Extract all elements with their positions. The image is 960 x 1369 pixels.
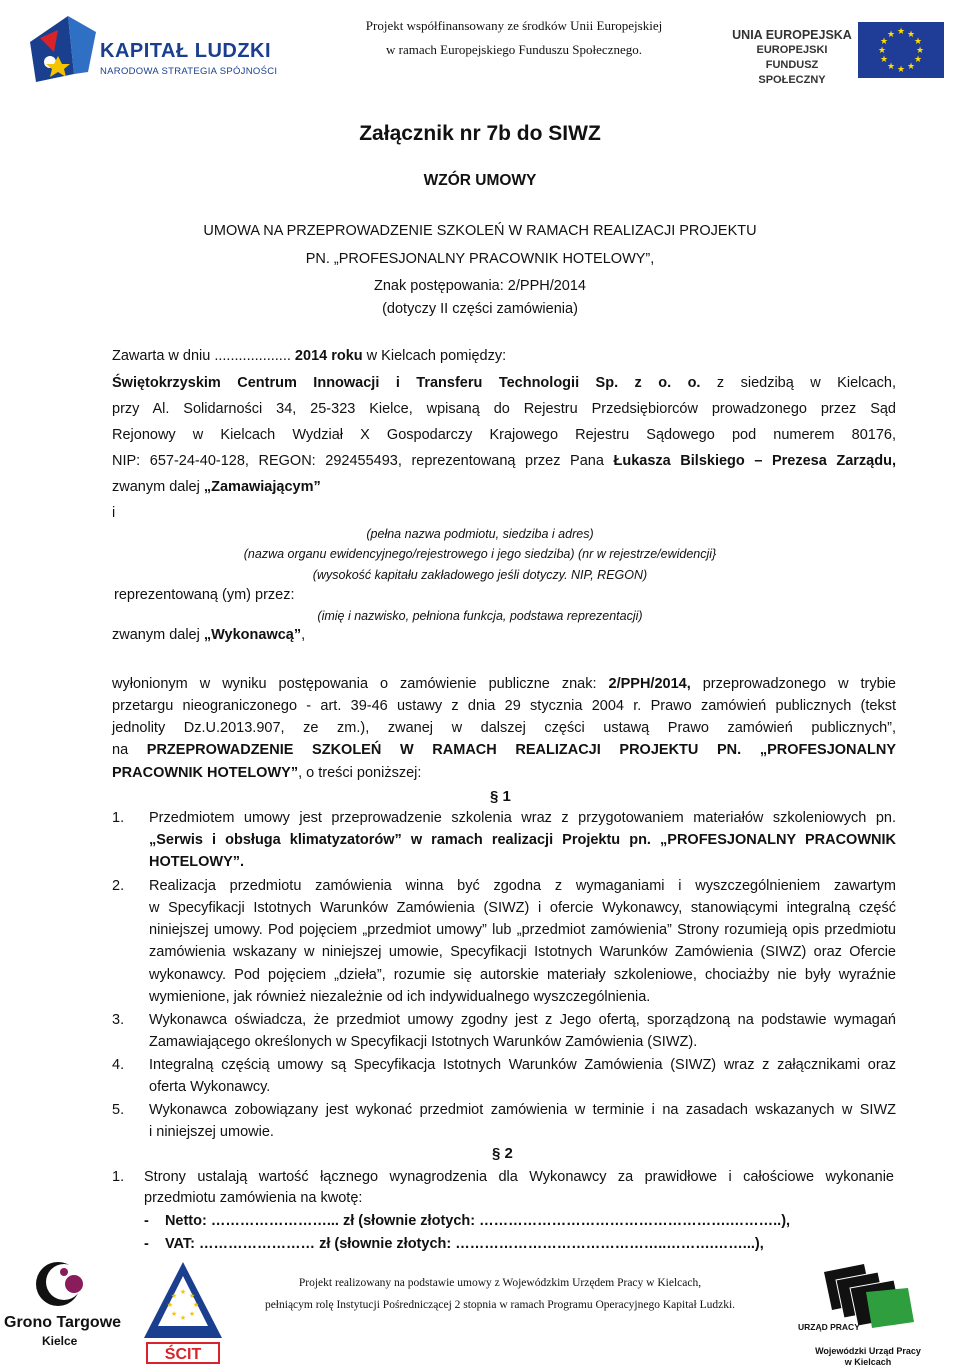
svg-text:★: ★	[886, 62, 896, 72]
hint-register: (nazwa organu ewidencyjnego/rejestrowego i jego siedziba) (nr w rejestrze/ewidencji}	[243, 547, 717, 561]
item-line: Realizacja przedmiotu zamówienia winna być zgodna z wymaganiami i wyszczególnieniem zawartym	[149, 878, 896, 894]
intro-line-2: Świętokrzyskim Centrum Innowacji i Transferu Technologii Sp. z o. o. z siedzibą w Kielcach,	[112, 375, 897, 391]
grono-targowe-logo	[0, 1258, 135, 1368]
wup-label: URZĄD PRACY	[798, 1322, 860, 1332]
svg-text:★: ★	[879, 37, 889, 47]
section-2-line-2: przedmiotu zamówienia na kwotę:	[144, 1190, 363, 1206]
wup-kielce-logo	[778, 1262, 958, 1368]
selection-line-5: PRACOWNIK HOTELOWY”, o treści poniższej:	[112, 765, 422, 781]
wup-caption-1: Wojewódzki Urząd Pracy	[815, 1346, 921, 1356]
svg-text:★: ★	[886, 30, 896, 40]
buyer-representative: Łukasza Bilskiego – Prezesa Zarządu,	[613, 453, 896, 469]
cofinance-note	[356, 14, 672, 62]
svg-text:★: ★	[913, 55, 923, 65]
grono-targowe-emblem-icon	[34, 1258, 94, 1310]
selection-line-4: na PRZEPROWADZENIE SZKOLEŃ W RAMACH REALIZACJI PROJEKTU PN. „PROFESJONALNY	[112, 742, 896, 758]
item-line: Zamawiającego określonych w Specyfikacji Istotnych Warunków Zamówienia (SIWZ).	[149, 1034, 698, 1050]
eu-line-3: FUNDUSZ SPOŁECZNY	[758, 59, 826, 86]
grono-targowe-city: Kielce	[42, 1334, 78, 1348]
svg-text:★: ★	[896, 27, 906, 37]
intro-line-3: przy Al. Solidarności 34, 25-323 Kielce, wpisaną do Rejestru Przedsiębiorców prowadzonego przez Sąd	[112, 401, 896, 417]
svg-text:★: ★	[906, 30, 916, 40]
eu-logo	[732, 22, 944, 86]
svg-text:★: ★	[896, 65, 906, 75]
vat-amount-line: - VAT: …………………… zł (słownie złotych: ……………………………………..……….……...),	[144, 1236, 764, 1252]
selection-line-2: przetargu nieograniczonego - art. 39-46 ustawy z dnia 29 stycznia 2004 r. Prawo zamówień publicznych (tekst	[112, 698, 896, 714]
item-number: 1.	[112, 810, 125, 826]
kapital-ludzki-logo	[28, 12, 288, 84]
document-title: Załącznik nr 7b do SIWZ	[359, 122, 601, 145]
eu-flag-icon	[858, 22, 944, 78]
section-2-line-1: Strony ustalają wartość łącznego wynagrodzenia dla Wykonawcy za prawidłowe i całościowe wykonanie	[144, 1169, 894, 1185]
eu-line-2: EUROPEJSKI	[756, 44, 828, 56]
svg-text:★: ★	[913, 37, 923, 47]
net-amount-line: - Netto: ……………………... zł (słownie złotych: …………………………………………….………..),	[144, 1213, 791, 1229]
svg-text:★: ★	[915, 46, 925, 56]
intro-line-6: zwanym dalej „Zamawiającym”	[112, 479, 321, 495]
procedure-part: (dotyczy II części zamówienia)	[382, 301, 578, 317]
item-number: 3.	[112, 1012, 125, 1028]
selection-line-1: wyłonionym w wyniku postępowania o zamówienie publiczne znak: 2/PPH/2014, przeprowadzonego w trybie	[112, 676, 896, 692]
svg-text:★: ★	[166, 1301, 174, 1309]
buyer-name: Świętokrzyskim Centrum Innowacji i Transferu Technologii Sp. z o. o.	[112, 375, 701, 391]
item-line: niniejszej umowy. Pod pojęciem „przedmiot umowy” lub „przedmiot zamówienia” Strony rozumieją opis przedmiotu	[149, 922, 896, 938]
item-line: w Specyfikacji Istotnych Warunków Zamówienia (SIWZ) i ofercie Wykonawcy, stanowiącymi integralną część	[149, 900, 896, 916]
svg-text:★: ★	[170, 1292, 178, 1300]
hint-representative: (imię i nazwisko, pełniona funkcja, podstawa reprezentacji)	[317, 609, 643, 623]
item-line: HOTELOWY”.	[149, 854, 245, 870]
scit-label: ŚCIT	[146, 1342, 220, 1364]
footer-line-2: pełniącym rolę Instytucji Pośredniczącej 2 stopnia w ramach Programu Operacyjnego Kapitał Ludzki.	[264, 1299, 736, 1311]
document-subtitle: WZÓR UMOWY	[423, 172, 537, 189]
svg-text:★: ★	[879, 55, 889, 65]
item-number: 2.	[112, 878, 125, 894]
wup-caption-2: w Kielcach	[844, 1357, 892, 1367]
footer-note	[230, 1272, 770, 1316]
eu-line-1: UNIA EUROPEJSKA	[732, 28, 852, 42]
item-number: 4.	[112, 1057, 125, 1073]
svg-text:★: ★	[179, 1288, 187, 1296]
scit-mountain-icon	[142, 1260, 224, 1342]
item-line: „Serwis i obsługa klimatyzatorów” w ramach realizacji Projektu pn. „PROFESJONALNY PRACOWNIK	[149, 832, 896, 848]
conjunction-and: i	[112, 505, 116, 521]
kapital-ludzki-emblem-icon	[28, 12, 98, 84]
svg-text:★: ★	[170, 1310, 178, 1318]
item-line: wykonawcy. Pod pojęciem „dzieła”, rozumie się autorskie materiały szkoleniowe, chociażby nie były wyraźnie	[149, 967, 896, 983]
selection-line-3: jednolity Dz.U.2013.907, ze zm.), zwanej w dalszej części ustawą Prawo zamówień publicznych”,	[112, 720, 896, 736]
contractor-line: zwanym dalej „Wykonawcą”,	[112, 627, 306, 643]
svg-text:★: ★	[188, 1292, 196, 1300]
intro-line-4: Rejonowy w Kielcach Wydział X Gospodarczy Krajowego Rejestru Sądowego pod numerem 80176,	[112, 427, 896, 443]
hint-entity-name: (pełna nazwa podmiotu, siedziba i adres)	[366, 527, 594, 541]
section-2-item-number: 1.	[112, 1169, 125, 1185]
intro-line-1: Zawarta w dniu ................... 2014 roku w Kielcach pomiędzy:	[112, 348, 507, 364]
scit-logo	[142, 1260, 224, 1366]
section-2-heading: § 2	[492, 1145, 513, 1162]
item-line: Integralną częścią umowy są Specyfikacja Istotnych Warunków Zamówienia (SIWZ) wraz z załącznikami oraz	[149, 1057, 896, 1073]
kapital-ludzki-subtitle: NARODOWA STRATEGIA SPÓJNOŚCI	[100, 66, 278, 77]
item-line: oferta Wykonawcy.	[149, 1079, 271, 1095]
procedure-sign: Znak postępowania: 2/PPH/2014	[374, 278, 586, 294]
svg-text:★: ★	[188, 1310, 196, 1318]
item-line: Wykonawca zobowiązany jest wykonać przedmiot zamówienia w terminie i na zasadach wskazanych w SIWZ	[149, 1102, 896, 1118]
kapital-ludzki-title: KAPITAŁ LUDZKI	[100, 40, 272, 62]
agreement-heading-1: UMOWA NA PRZEPROWADZENIE SZKOLEŃ W RAMACH REALIZACJI PROJEKTU	[203, 223, 757, 239]
item-number: 5.	[112, 1102, 125, 1118]
footer-line-1: Projekt realizowany na podstawie umowy z Wojewódzkim Urzędem Pracy w Kielcach,	[298, 1277, 702, 1289]
item-line: i niniejszej umowie.	[149, 1124, 274, 1140]
cofinance-line-2: w ramach Europejskiego Funduszu Społecznego.	[386, 42, 642, 57]
section-1-heading: § 1	[490, 788, 511, 805]
represented-by-label: reprezentowaną (ym) przez:	[114, 587, 295, 603]
cofinance-line-1: Projekt współfinansowany ze środków Unii Europejskiej	[365, 18, 663, 33]
item-line: wymienione, jak również niezależnie od ich indywidualnego wyszczególnienia.	[149, 989, 651, 1005]
grono-targowe-name: Grono Targowe	[4, 1314, 122, 1331]
svg-text:★: ★	[877, 46, 887, 56]
hint-capital: (wysokość kapitału zakładowego jeśli dotyczy. NIP, REGON)	[312, 568, 648, 582]
svg-text:★: ★	[192, 1301, 200, 1309]
agreement-heading-2: PN. „PROFESJONALNY PRACOWNIK HOTELOWY”,	[305, 251, 655, 267]
item-line: Wykonawca oświadcza, że przedmiot umowy zgodny jest z Jego ofertą, sporządzoną na podstawie wymagań	[149, 1012, 896, 1028]
intro-line-5: NIP: 657-24-40-128, REGON: 292455493, reprezentowaną przez Pana Łukasza Bilskiego – Prezesa Zarządu,	[112, 453, 896, 469]
svg-text:★: ★	[179, 1314, 187, 1322]
item-line: Przedmiotem umowy jest przeprowadzenie szkolenia wraz z przygotowaniem materiałów szkoleniowych pn.	[149, 810, 896, 826]
svg-text:★: ★	[906, 62, 916, 72]
item-line: zamówienia wskazany w niniejszej umowie, Specyfikacji Istotnych Warunków Zamówienia (SIWZ) oraz Ofercie	[149, 944, 896, 960]
